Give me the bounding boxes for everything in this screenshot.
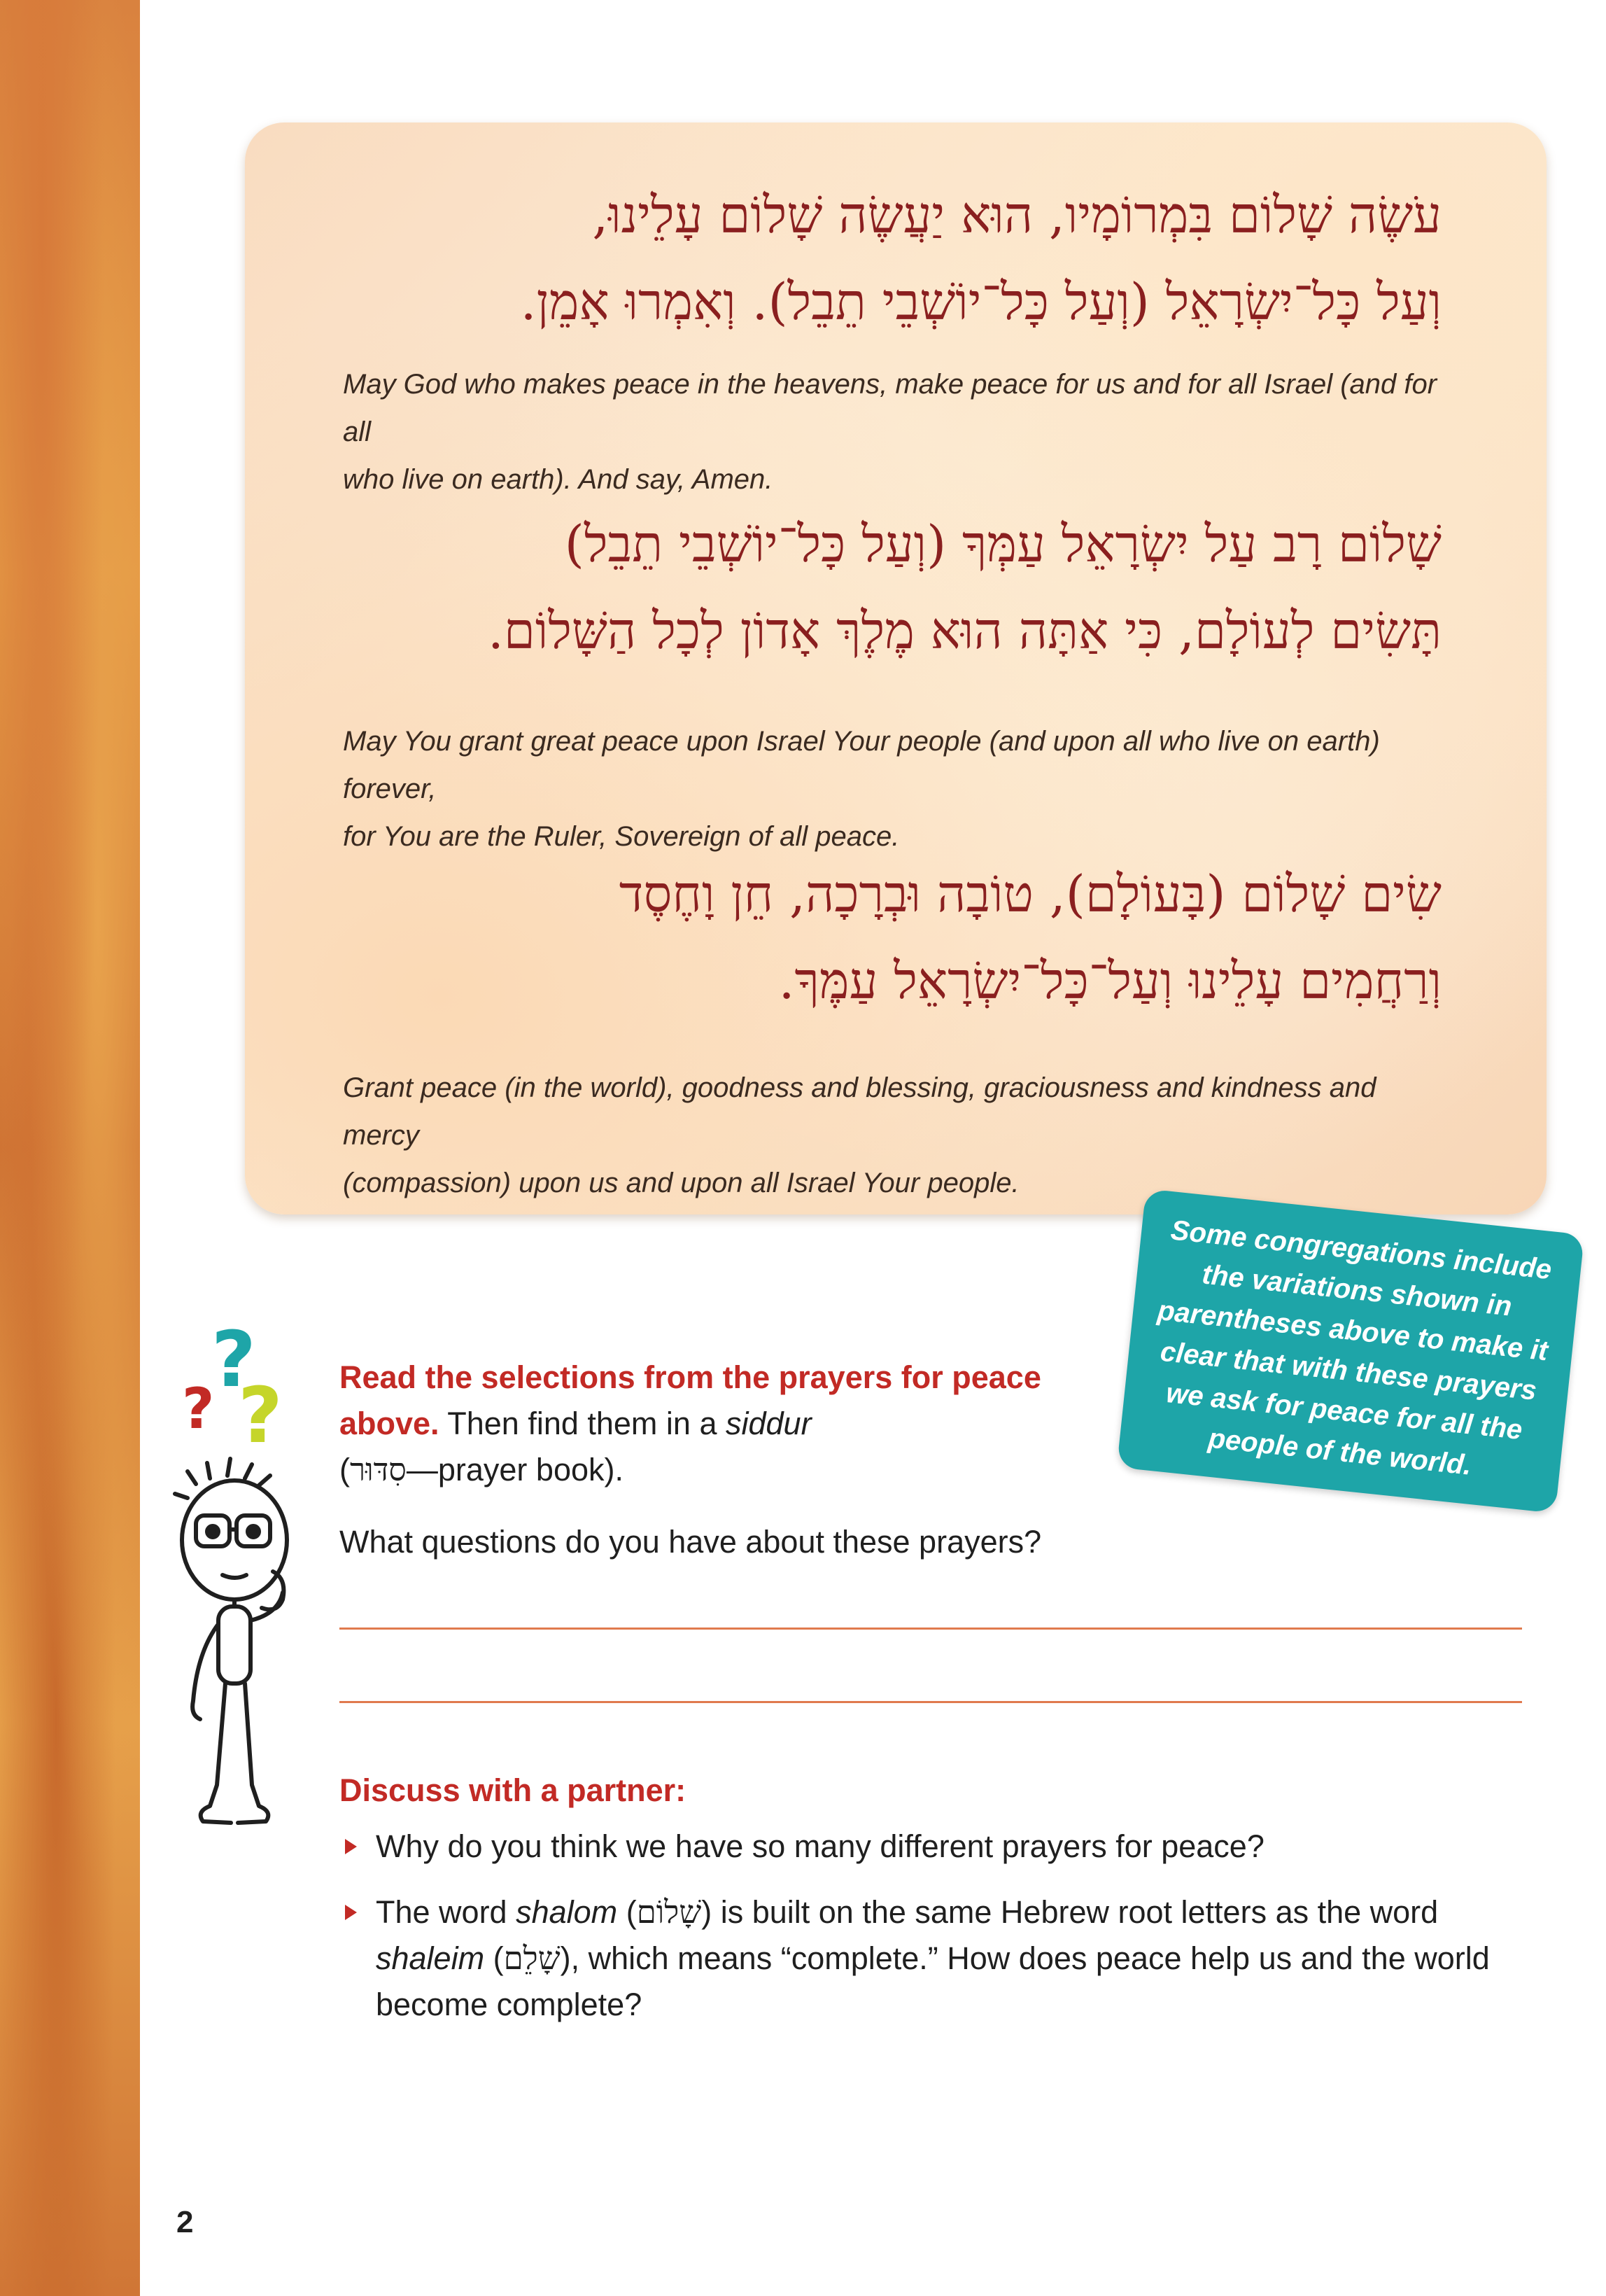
prayer-1-hebrew bbox=[252, 172, 1442, 345]
read-instructions-bold-lead: Read the selections from the prayers for peace above. bbox=[339, 1359, 1041, 1441]
prayer-1-translation bbox=[343, 360, 1449, 503]
discussion-item-2-part-3: , which means “complete.” How does peace help us and the world become complete? bbox=[376, 1940, 1490, 2022]
question-mark-red-icon: ? bbox=[182, 1376, 215, 1441]
prayer-1-hebrew-line-2: וְעַל כָּל־יִשְׂרָאֵל (וְעַל כָּל־יוֹשְׁבֵי תֵבֵל). וְאִמְרוּ אָמֵן. bbox=[520, 272, 1442, 331]
page-number: 2 bbox=[176, 2205, 194, 2239]
prayer-3-hebrew bbox=[252, 850, 1442, 1024]
discussion-item-2 bbox=[339, 1889, 1529, 2028]
open-paren: ( bbox=[493, 1940, 504, 1976]
siddur-hebrew: סִדּוּר bbox=[350, 1451, 407, 1488]
thinking-kid-icon bbox=[175, 1459, 287, 1823]
prayer-2-translation-line-1: May You grant great peace upon Israel Your people (and upon all who live on earth) forever, bbox=[343, 726, 1380, 804]
parentheses-note-text: Some congregations include the variations shown in parentheses above to make it clear that with these prayers we ask for peace for all the people of the world. bbox=[1156, 1214, 1554, 1481]
bullet-arrow-icon bbox=[345, 1839, 357, 1854]
answer-line-1[interactable] bbox=[339, 1628, 1522, 1630]
prayer-2-hebrew-line-1: שָׁלוֹם רָב עַל יִשְׂרָאֵל עַמְּךָ (וְעַל כָּל־יוֹשְׁבֵי תֵבֵל) bbox=[564, 514, 1442, 573]
prayer-3-translation-line-1: Grant peace (in the world), goodness and blessing, graciousness and kindness and mercy bbox=[343, 1072, 1376, 1151]
prayer-1-translation-line-2: who live on earth). And say, Amen. bbox=[343, 464, 773, 495]
answer-line-2[interactable] bbox=[339, 1701, 1522, 1703]
prayer-3-translation bbox=[343, 1064, 1449, 1207]
question-mark-teal-icon: ? bbox=[211, 1315, 256, 1404]
shaleim-hebrew: שָׁלֵם bbox=[503, 1940, 561, 1977]
prayer-2-translation bbox=[343, 718, 1449, 860]
question-mark-lime-icon: ? bbox=[238, 1371, 283, 1460]
bullet-arrow-icon bbox=[345, 1905, 357, 1920]
discuss-heading: Discuss with a partner: bbox=[339, 1772, 686, 1808]
open-paren: ( bbox=[339, 1452, 350, 1488]
read-instructions bbox=[339, 1354, 1109, 1493]
close-paren: ) bbox=[701, 1894, 712, 1930]
prayer-2-translation-line-2: for You are the Ruler, Sovereign of all peace. bbox=[343, 821, 900, 852]
prayer-1-translation-line-1: May God who makes peace in the heavens, make peace for us and for all Israel (and for all bbox=[343, 369, 1437, 447]
shaleim-term: shaleim bbox=[376, 1940, 485, 1976]
discussion-list bbox=[339, 1823, 1529, 2047]
discussion-item-2-part-2: is built on the same Hebrew root letters as the word bbox=[712, 1894, 1439, 1930]
decorative-side-band bbox=[0, 0, 140, 2296]
discussion-item-2-part-1: The word bbox=[376, 1894, 516, 1930]
open-paren: ( bbox=[626, 1894, 637, 1930]
read-instructions-tail: —prayer book). bbox=[406, 1452, 624, 1488]
siddur-term: siddur bbox=[725, 1406, 812, 1441]
prayer-1-hebrew-line-1: עֹשֶׂה שָׁלוֹם בִּמְרוֹמָיו, הוּא יַעֲשֶׂה שָׁלוֹם עָלֵינוּ, bbox=[592, 186, 1442, 244]
close-paren: ) bbox=[560, 1940, 571, 1976]
prayer-2-hebrew-line-2: תָּשִׂים לְעוֹלָם, כִּי אַתָּה הוּא מֶלֶךְ אָדוֹן לְכָל הַשָּׁלוֹם. bbox=[488, 601, 1442, 660]
shalom-hebrew: שָׁלוֹם bbox=[636, 1893, 702, 1931]
parentheses-note-card bbox=[1117, 1189, 1584, 1513]
discussion-item-1-text: Why do you think we have so many different prayers for peace? bbox=[376, 1828, 1265, 1864]
discussion-item-1 bbox=[339, 1823, 1529, 1870]
prayer-panel bbox=[245, 122, 1547, 1214]
prayer-3-hebrew-line-2: וְרַחֲמִים עָלֵינוּ וְעַל־כָּל־יִשְׂרָאֵל עַמֶּךָ. bbox=[778, 951, 1442, 1010]
prayer-3-translation-line-2: (compassion) upon us and upon all Israel Your people. bbox=[343, 1168, 1020, 1198]
shalom-term: shalom bbox=[516, 1894, 618, 1930]
prayer-3-hebrew-line-1: שִׂים שָׁלוֹם (בָּעוֹלָם), טוֹבָה וּבְרָכָה, חֵן וָחֶסֶד bbox=[619, 864, 1442, 923]
thinking-kid-illustration bbox=[168, 1295, 336, 1855]
prayer-question: What questions do you have about these prayers? bbox=[339, 1524, 1042, 1560]
prayer-2-hebrew bbox=[252, 500, 1442, 674]
read-instructions-text: Then find them in a bbox=[439, 1406, 726, 1441]
